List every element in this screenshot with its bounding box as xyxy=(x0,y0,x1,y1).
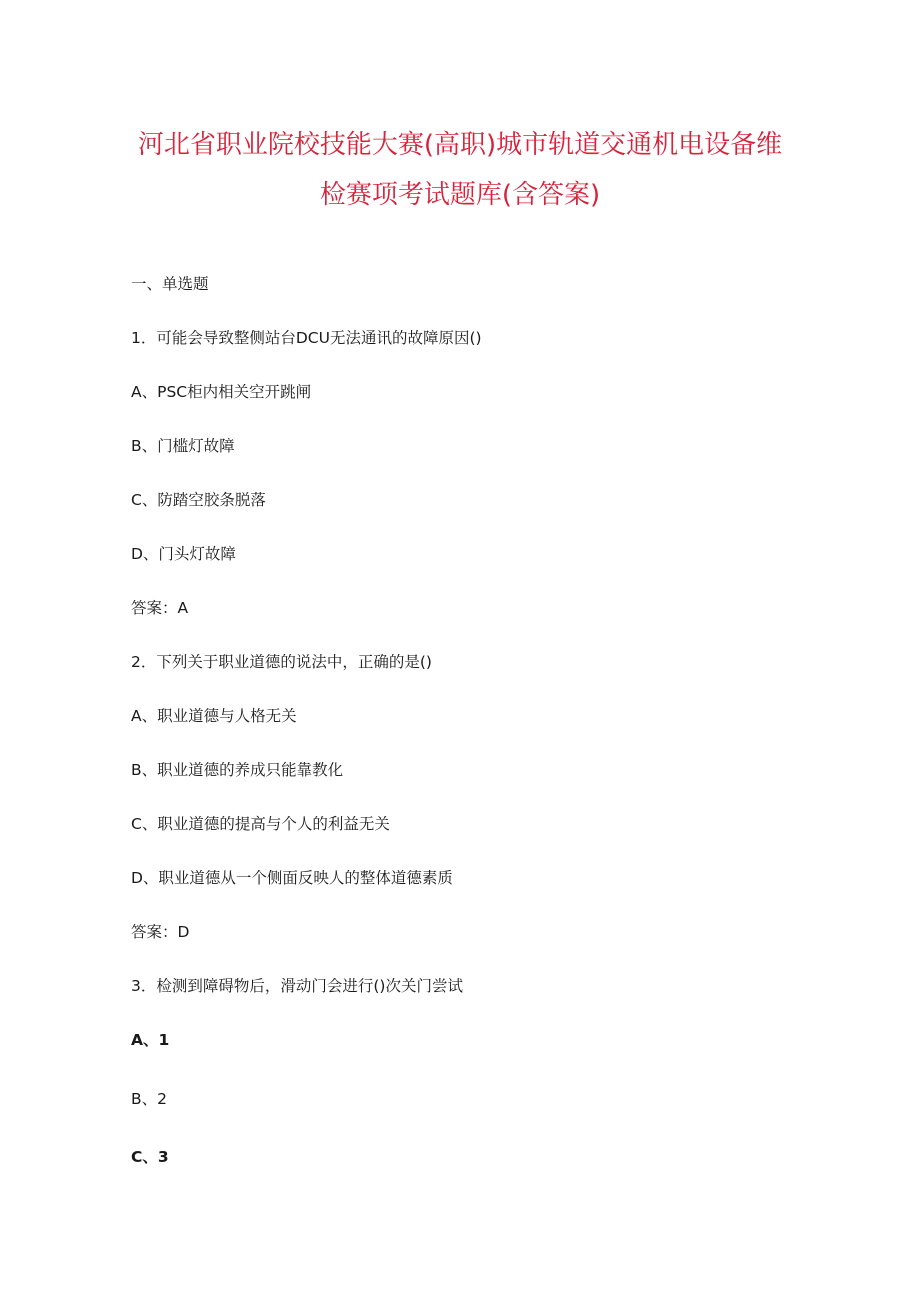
document-title-line-1: 河北省职业院校技能大赛(高职)城市轨道交通机电设备维 xyxy=(137,130,783,160)
question-3-option-a: A、1 xyxy=(131,1031,170,1049)
question-2-option-d: D、职业道德从一个侧面反映人的整体道德素质 xyxy=(131,869,453,887)
question-1-stem: 1．可能会导致整侧站台DCU无法通讯的故障原因() xyxy=(131,329,482,347)
question-1-option-b: B、门槛灯故障 xyxy=(131,437,235,455)
question-2-option-a: A、职业道德与人格无关 xyxy=(131,707,297,725)
question-1-option-c: C、防踏空胶条脱落 xyxy=(131,491,266,509)
question-3-option-b: B、2 xyxy=(131,1090,167,1108)
question-3-stem: 3．检测到障碍物后，滑动门会进行()次关门尝试 xyxy=(131,977,463,995)
section-heading: 一、单选题 xyxy=(131,275,209,293)
question-2-answer: 答案：D xyxy=(131,923,190,941)
question-3-option-c: C、3 xyxy=(131,1148,169,1166)
question-2-stem: 2．下列关于职业道德的说法中，正确的是() xyxy=(131,653,432,671)
question-1-answer: 答案：A xyxy=(131,599,189,617)
question-1-option-d: D、门头灯故障 xyxy=(131,545,236,563)
question-2-option-c: C、职业道德的提高与个人的利益无关 xyxy=(131,815,390,833)
question-2-option-b: B、职业道德的养成只能靠教化 xyxy=(131,761,344,779)
question-1-option-a: A、PSC柜内相关空开跳闸 xyxy=(131,383,312,401)
document-title-line-2: 检赛项考试题库(含答案) xyxy=(319,180,601,210)
